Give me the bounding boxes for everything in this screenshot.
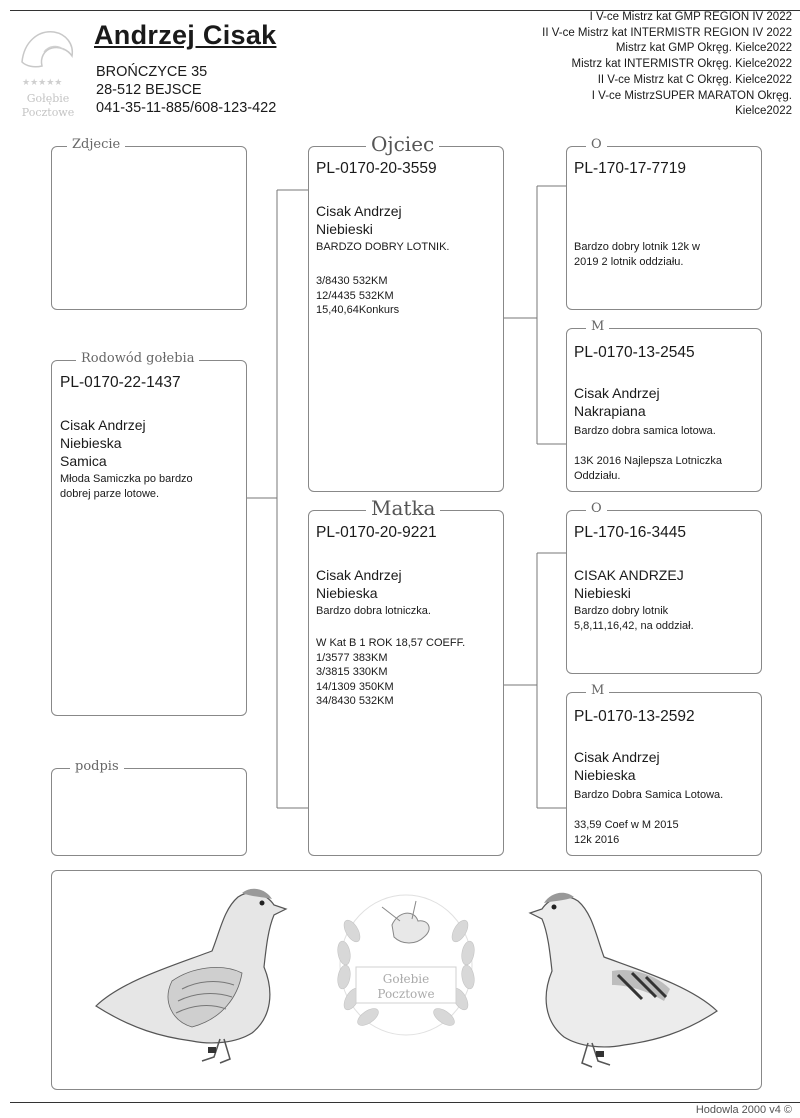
sire-owner: Cisak Andrzej <box>316 203 402 219</box>
signature-box <box>51 768 247 856</box>
svg-text:Pocztowe: Pocztowe <box>21 106 75 118</box>
sire-color: Niebieski <box>316 221 373 237</box>
dam-sire-owner: CISAK ANDRZEJ <box>574 567 684 583</box>
photo-box <box>51 146 247 310</box>
pigeon-left-illustration <box>96 889 286 1063</box>
sire-dam-owner: Cisak Andrzej <box>574 385 660 401</box>
title-line: Mistrz kat INTERMISTR Okręg. Kielce2022 <box>571 58 792 71</box>
dam-ring-number: PL-0170-20-9221 <box>316 524 437 541</box>
title-line: I V-ce Mistrz kat GMP REGION IV 2022 <box>589 11 792 23</box>
dam-dam-label: M <box>586 684 609 697</box>
emblem-wreath-illustration <box>336 895 476 1035</box>
sire-sire-label: O <box>586 138 607 151</box>
achievement-titles <box>462 10 792 120</box>
svg-text:Pocztowe: Pocztowe <box>377 987 435 1001</box>
footer-illustration-box <box>51 870 762 1090</box>
dam-dam-color: Niebieska <box>574 767 636 783</box>
bird-ring-number: PL-0170-22-1437 <box>60 374 181 391</box>
signature-label: podpis <box>70 760 124 773</box>
dam-owner: Cisak Andrzej <box>316 567 402 583</box>
title-line: II V-ce Mistrz kat C Okręg. Kielce2022 <box>597 73 792 86</box>
sire-sire-note: Bardzo dobry lotnik 12k w 2019 2 lotnik oddziału. <box>574 241 700 268</box>
dam-sire-color: Niebieski <box>574 585 631 601</box>
phone-number: 041-35-11-885/608-123-422 <box>96 100 277 116</box>
sire-dam-ring-number: PL-0170-13-2545 <box>574 344 695 361</box>
sire-box <box>308 146 504 492</box>
sire-dam-label: M <box>586 320 609 333</box>
dam-dam-description: Bardzo Dobra Samica Lotowa. <box>574 789 724 801</box>
svg-text:★★★★★: ★★★★★ <box>22 78 63 88</box>
title-line: Mistrz kat GMP Okręg. Kielce2022 <box>615 42 792 55</box>
dam-results: W Kat B 1 ROK 18,57 COEFF. 1/3577 383KM 3/3815 330KM 14/1309 350KM 34/8430 532KM <box>316 637 466 707</box>
sire-results: 3/8430 532KM 12/4435 532KM 15,40,64Konkurs <box>316 275 400 316</box>
dam-dam-owner: Cisak Andrzej <box>574 749 660 765</box>
software-credit: Hodowla 2000 v4 © <box>695 1104 792 1116</box>
address-street: BROŃCZYCE 35 <box>96 64 208 80</box>
svg-text:Gołębie: Gołębie <box>26 92 70 105</box>
bird-owner: Cisak Andrzej <box>60 417 146 433</box>
dam-label: Matka <box>366 498 440 518</box>
sire-description: BARDZO DOBRY LOTNIK. <box>316 241 450 253</box>
bird-box <box>51 360 247 716</box>
photo-label: Zdjecie <box>67 138 125 151</box>
sire-label: Ojciec <box>366 134 439 154</box>
svg-text:Gołebie: Gołebie <box>382 972 430 986</box>
pigeon-right-illustration <box>530 893 717 1067</box>
sire-ring-number: PL-0170-20-3559 <box>316 160 437 177</box>
bird-label: Rodowód gołebia <box>76 352 199 365</box>
breeder-name: Andrzej Cisak <box>94 20 277 50</box>
title-line: II V-ce Mistrz kat INTERMISTR REGION IV 2022 <box>542 26 792 39</box>
dam-dam-note: 33,59 Coef w M 2015 12k 2016 <box>574 819 679 846</box>
dam-sire-label: O <box>586 502 607 515</box>
sire-sire-ring-number: PL-170-17-7719 <box>574 160 687 177</box>
address-postal: 28-512 BEJSCE <box>96 82 202 98</box>
bird-color: Niebieska <box>60 435 122 451</box>
sire-dam-note: 13K 2016 Najlepsza Lotniczka Oddziału. <box>574 455 722 482</box>
bird-note: Młoda Samiczka po bardzo dobrej parze lotowe. <box>60 473 193 500</box>
dam-color: Niebieska <box>316 585 378 601</box>
sire-dam-description: Bardzo dobra samica lotowa. <box>574 425 716 437</box>
dam-sire-note: Bardzo dobry lotnik 5,8,11,16,42, na oddział. <box>574 605 694 632</box>
breeder-logo <box>14 22 82 118</box>
bird-sex: Samica <box>60 453 107 469</box>
title-line: I V-ce MistrzSUPER MARATON Okręg. <box>591 89 792 102</box>
dam-sire-ring-number: PL-170-16-3445 <box>574 524 687 541</box>
dam-dam-ring-number: PL-0170-13-2592 <box>574 708 695 725</box>
title-line: Kielce2022 <box>735 105 792 118</box>
dam-description: Bardzo dobra lotniczka. <box>316 605 431 617</box>
footer-rule <box>10 1102 800 1103</box>
sire-dam-color: Nakrapiana <box>574 403 646 419</box>
